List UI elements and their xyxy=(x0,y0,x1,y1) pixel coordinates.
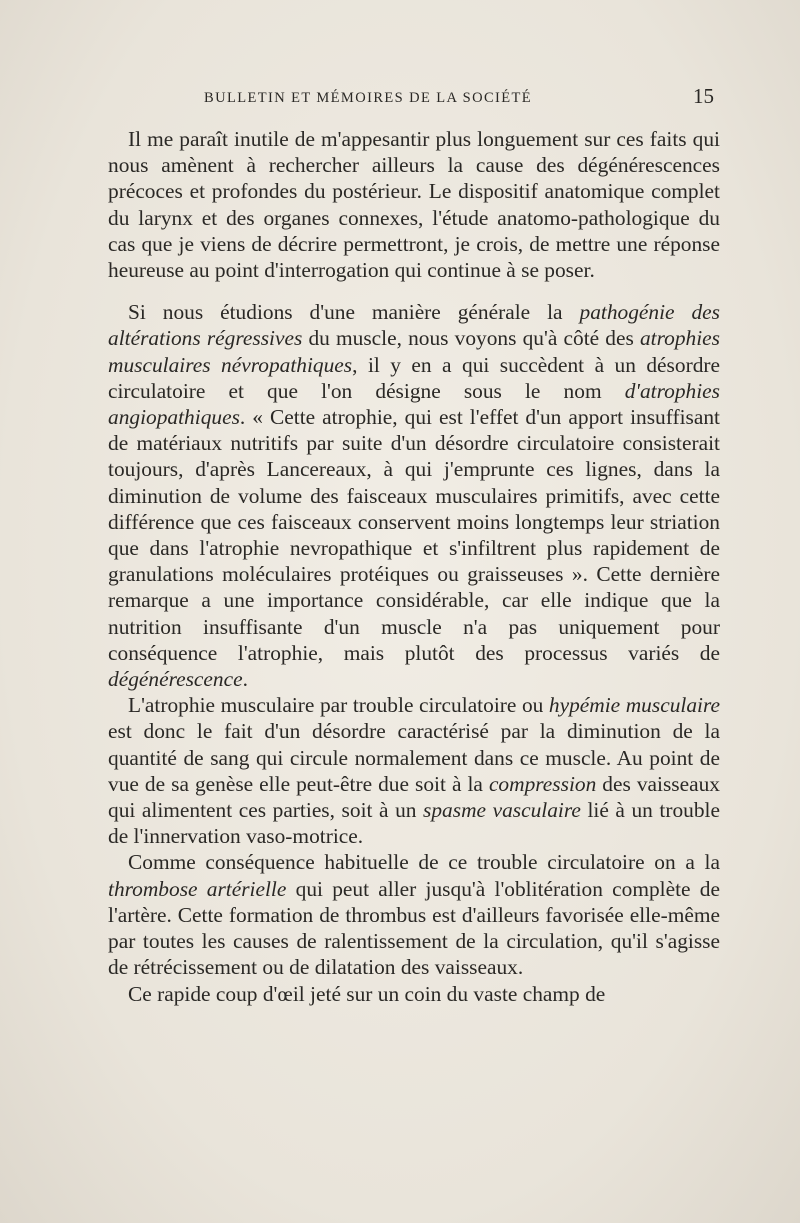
italic-text: compression xyxy=(488,771,597,796)
text-run: , il y en a qui succèdent à un désordre circulatoire et que l'on désigne sous le nom xyxy=(108,352,721,403)
page-number: 15 xyxy=(693,84,714,108)
text-run: du muscle, nous voyons qu'à côté des xyxy=(302,326,640,351)
paragraph xyxy=(108,849,720,980)
text-run: qui peut aller jusqu'à l'oblitération complète de l'artère. Cette formation de thrombus est d'ailleurs favorisée elle-même par toutes les causes de ralentissement de la circulation, qu'il s'agisse de rétrécissement ou de dilatation des vaisseaux. xyxy=(108,876,720,980)
italic-text: d'atrophies angiopathiques xyxy=(108,378,720,430)
italic-text: atrophies musculaires névropathiques xyxy=(108,326,720,377)
italic-text: thrombose artérielle xyxy=(108,876,287,901)
paragraph xyxy=(108,981,720,1007)
text-run: Ce rapide coup d'œil jeté sur un coin du vaste champ de xyxy=(128,981,606,1006)
paragraph xyxy=(108,692,720,849)
paragraph xyxy=(108,126,720,283)
body-text xyxy=(108,126,720,1007)
text-run: Comme conséquence habituelle de ce trouble circulatoire on a la xyxy=(128,850,720,875)
running-title: BULLETIN ET MÉMOIRES DE LA SOCIÉTÉ xyxy=(204,90,533,106)
text-run: Si nous étudions d'une manière générale la xyxy=(128,300,580,325)
text-run: L'atrophie musculaire par trouble circulatoire ou xyxy=(128,693,549,718)
text-run: lié à un trouble de l'innervation vaso-motrice. xyxy=(108,798,720,849)
text-run: . « Cette atrophie, qui est l'effet d'un apport insuffisant de matériaux nutritifs par suite d'un désordre circulatoire consisterait toujours, d'après Lancereaux, à qui j'emprunte ces lignes, dans la diminution de volume des faisceaux musculaires primitifs, avec cette différence que ces faisceaux conservent moins longtemps leur striation que dans l'atrophie nevropathique et s'infiltrent plus rapidement de granulations moléculaires protéiques ou graisseuses ». Cette dernière remarque a une importance considérable, car elle indique que la nutrition insuffisante d'un muscle n'a pas uniquement pour conséquence l'atrophie, mais plutôt des processus variés de xyxy=(108,405,720,665)
italic-text: spasme vasculaire xyxy=(423,798,581,823)
italic-text: hypémie musculaire xyxy=(548,693,720,718)
italic-text: pathogénie des altérations régressives xyxy=(108,300,720,351)
text-run: est donc le fait d'un désordre caractérisé par la diminution de la quantité de sang qui circule normalement dans ce muscle. Au point de vue de sa genèse elle peut-être due soit à la xyxy=(108,719,720,796)
italic-text: dégénérescence xyxy=(108,667,243,692)
paragraph xyxy=(108,299,720,692)
text-run: des vaisseaux qui alimentent ces parties, soit à un xyxy=(108,771,721,823)
text-run: Il me paraît inutile de m'appesantir plus longuement sur ces faits qui nous amènent à rechercher ailleurs la cause des dégénérescences précoces et profondes du postérieur. Le dispositif anatomique complet du larynx et des organes connexes, l'étude anatomo-pathologique du cas que je viens de décrire permettront, je crois, de mettre une réponse heureuse au point d'interrogation qui continue à se poser. xyxy=(108,127,720,283)
text-run: . xyxy=(242,667,248,692)
page-header xyxy=(108,84,714,114)
